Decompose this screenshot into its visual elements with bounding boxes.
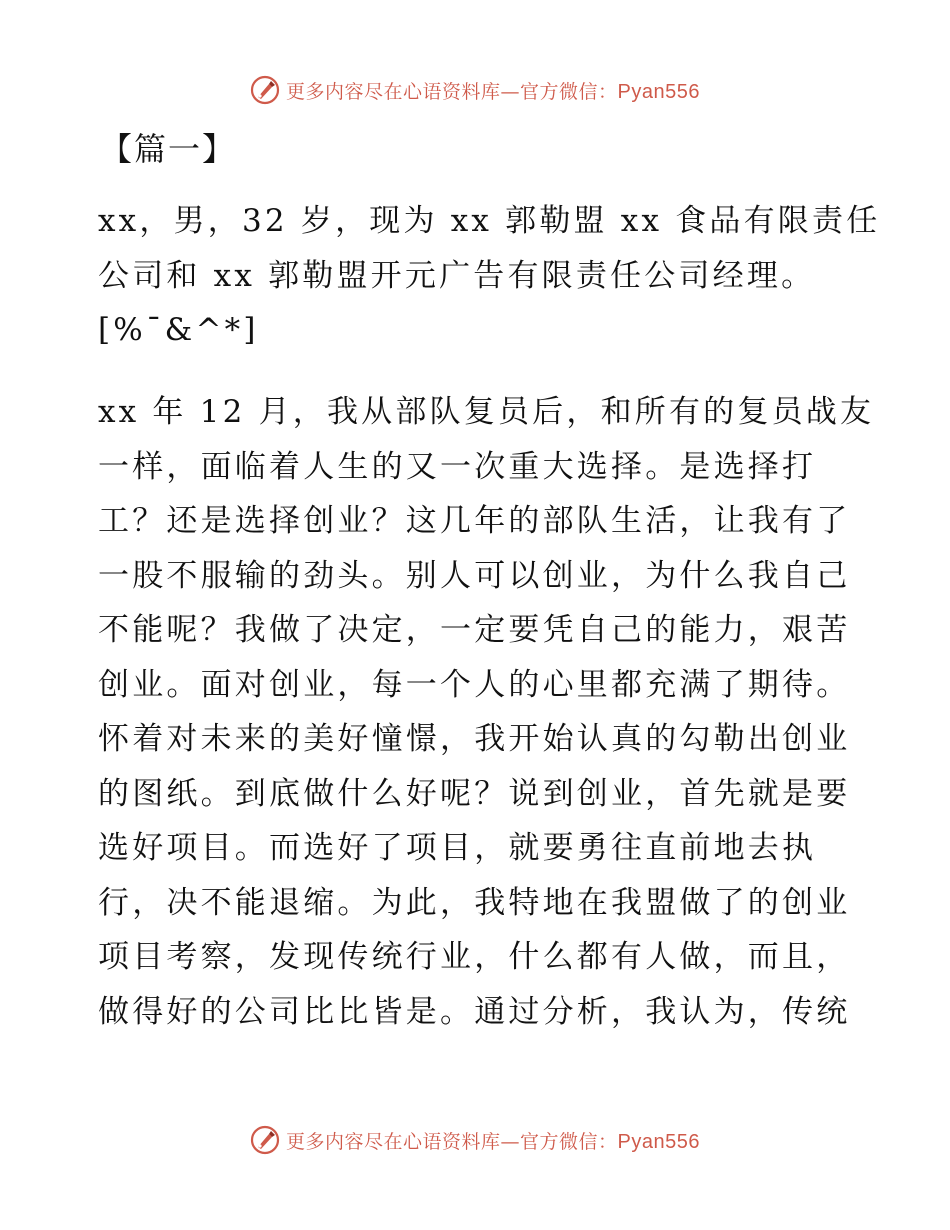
text-line: 公司和 xx 郭勒盟开元广告有限责任公司经理。: [98, 257, 816, 294]
text-line: xx，男，32 岁，现为 xx 郭勒盟 xx 食品有限责任: [98, 203, 881, 239]
pen-logo-icon: [250, 75, 280, 105]
paragraph-story: [98, 385, 875, 1039]
text-line: 怀着对未来的美好憧憬，我开始认真的勾勒出创业: [98, 721, 851, 757]
footer-watermark: [0, 1120, 950, 1160]
text-line: 一样，面临着人生的又一次重大选择。是选择打: [98, 448, 817, 485]
watermark-text: 更多内容尽在心语资料库—官方微信：Pyan556: [286, 80, 700, 103]
header-watermark: [0, 70, 950, 110]
pen-logo-icon: [250, 1125, 280, 1155]
text-line: [%¯&^*]: [98, 312, 259, 348]
paragraph-intro: [98, 194, 881, 358]
text-line: 做得好的公司比比皆是。通过分析，我认为，传统: [98, 993, 851, 1030]
text-line: 的图纸。到底做什么好呢？说到创业，首先就是要: [98, 775, 851, 812]
text-line: xx 年 12 月，我从部队复员后，和所有的复员战友: [98, 394, 875, 430]
text-line: 选好项目。而选好了项目，就要勇往直前地去执: [98, 830, 817, 866]
text-line: 行，决不能退缩。为此，我特地在我盟做了的创业: [98, 884, 851, 921]
text-line: 项目考察，发现传统行业，什么都有人做，而且，: [98, 939, 851, 975]
watermark-text: 更多内容尽在心语资料库—官方微信：Pyan556: [286, 1130, 700, 1153]
text-line: 不能呢？我做了决定，一定要凭自己的能力，艰苦: [98, 612, 851, 648]
text-line: 工？还是选择创业？这几年的部队生活，让我有了: [98, 503, 851, 539]
section-heading: 【篇一】: [100, 130, 237, 168]
text-line: 创业。面对创业，每一个人的心里都充满了期待。: [98, 666, 851, 703]
text-line: 一股不服输的劲头。别人可以创业，为什么我自己: [98, 557, 851, 594]
